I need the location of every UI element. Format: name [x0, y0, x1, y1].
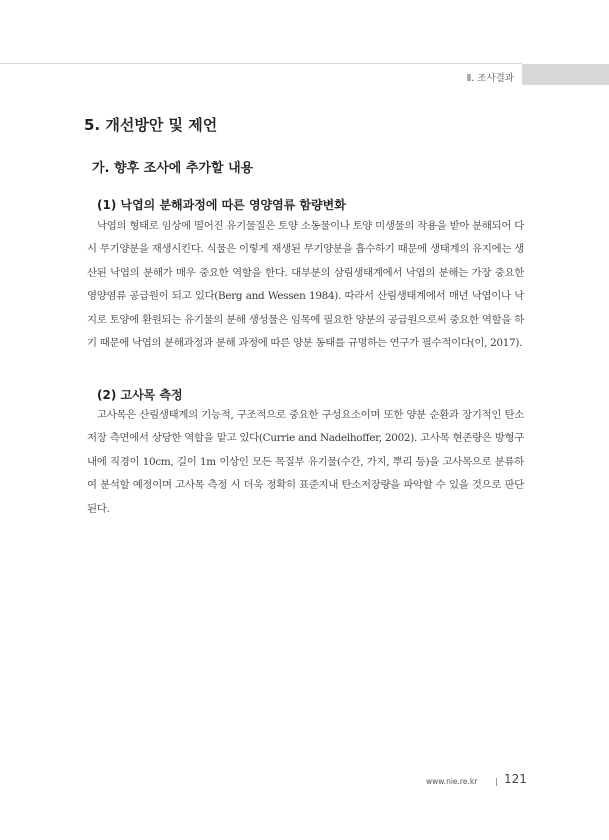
paragraph-deadwood: 고사목은 산림생태계의 기능적, 구조적으로 중요한 구성요소이며 또한 양분 순환과 장기적인 탄소 저장 측면에서 상당한 역할을 맡고 있다(Currie and Nadelhoffer, 2002). 고사목 현존량은 방형구 내에 직경이 10cm, 길이 1m 이상인 모든 목질부 유기물(수간, 가지, 뿌리 등)을 고사목으로 분류하여 분석할 예정이며 고사목 측정 시 더욱 정확히 표준지내 탄소저장량을 파악할 수 있을 것으로 판단된다. — [87, 409, 524, 515]
chapter-label: Ⅱ. 조사결과 — [466, 73, 514, 84]
page-number: 121 — [504, 772, 527, 786]
footer-url: www.nie.re.kr — [426, 777, 478, 786]
chapter-tab — [522, 64, 609, 85]
paragraph-decomposition: 낙엽의 형태로 임상에 떨어진 유기물질은 토양 소동물이나 토양 미생물의 작용을 받아 분해되어 다시 무기양분을 재생시킨다. 식물은 이렇게 재생된 무기양분을 흡수하기 때문에 생태계의 유지에는 생산된 낙엽의 분해가 매우 중요한 역할을 한다. 대부분의 삼림생태계에서 낙엽의 분해는 가장 중요한 영양염류 공급원이 되고 있다(Berg and Wessen 1984). 따라서 산림생태계에서 매년 낙엽이나 낙지로 토양에 환원되는 유기물의 분해 생성물은 임목에 필요한 양분의 공급원으로써 중요한 역할을 하기 때문에 낙엽의 분해과정과 분해 과정에 따른 양분 동태를 규명하는 연구가 필수적이다(이, 2017). — [87, 220, 524, 350]
footer-separator — [496, 778, 497, 786]
section-title: 5. 개선방안 및 제언 — [84, 116, 218, 134]
item-title-deadwood: (2) 고사목 측정 — [97, 388, 183, 402]
item-title-decomposition: (1) 낙엽의 분해과정에 따른 영양염류 함량변화 — [97, 198, 346, 212]
subsection-title: 가. 향후 조사에 추가할 내용 — [92, 161, 254, 176]
header-rule — [0, 63, 522, 64]
